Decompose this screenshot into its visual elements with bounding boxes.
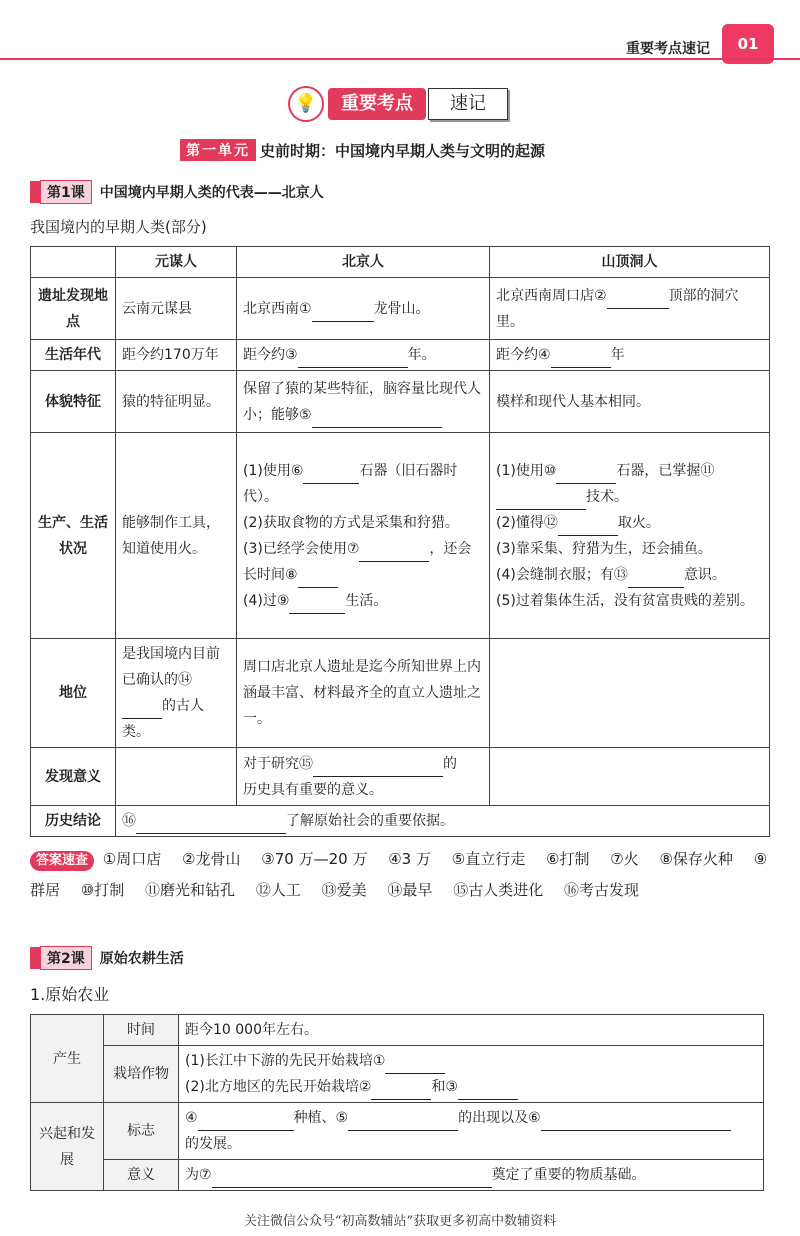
unit-title: 史前时期：中国境内早期人类与文明的起源 [260,141,546,160]
table-cell: 距今约④ 年 [490,340,770,371]
table-cell: 周口店北京人遗址是迄今所知世界上内涵最丰富、材料最齐全的直立人遗址之一。 [237,639,490,748]
answer-item: ⑤直立行走 [451,850,526,868]
unit-tag: 第一单元 [180,139,256,161]
table-cell: 距今约③ 年。 [237,340,490,371]
row-header: 体貌特征 [31,371,116,433]
section-banner [288,86,508,122]
answer-key [30,844,770,906]
group-header: 兴起和发展 [31,1103,104,1191]
table-cell: ⑯ 了解原始社会的重要依据。 [116,806,770,837]
lesson2-title: 原始农耕生活 [99,951,184,967]
answer-item: ⑧保存火种 [659,850,733,868]
row-header: 生活年代 [31,340,116,371]
answer-item: ④3 万 [388,850,431,868]
table-cell: ④ 种植、⑤ 的出现以及⑥ 的发展。 [179,1103,764,1160]
row-header: 地位 [31,639,116,748]
header-rule [0,58,800,60]
table-cell: 猿的特征明显。 [116,371,237,433]
table-cell: (1)长江中下游的先民开始栽培① (2)北方地区的先民开始栽培② 和③ [179,1046,764,1103]
lesson2-label: 第2课 [40,946,92,970]
col-header: 山顶洞人 [490,247,770,278]
answer-item: ②龙骨山 [182,850,241,868]
section-banner-main: 重要考点 [328,88,426,120]
table-cell [490,639,770,748]
answer-item: ⑥打制 [546,850,590,868]
table-cell [116,748,237,806]
lesson-tab-marker [30,947,40,969]
row-header: 生产、生活状况 [31,433,116,639]
table-cell: 模样和现代人基本相同。 [490,371,770,433]
answer-item: ⑪磨光和钻孔 [145,881,236,899]
table-cell: 北京西南① 龙骨山。 [237,278,490,340]
answer-item: ⑩打制 [80,881,125,899]
table-cell: 是我国境内目前已确认的⑭的古人类。 [116,639,237,748]
row-header: 栽培作物 [104,1046,179,1103]
answer-item: ⑯考古发现 [564,881,640,899]
section-banner-sub: 速记 [428,88,508,120]
answer-item: ⑨群居 [30,850,768,899]
table-cell: 北京西南周口店② 顶部的洞穴里。 [490,278,770,340]
answer-item: ⑦火 [610,850,639,868]
table-cell: 保留了猿的某些特征，脑容量比现代人小；能够⑤ [237,371,490,433]
table-cell: 对于研究⑮ 的 历史具有重要的意义。 [237,748,490,806]
footer-note: 关注微信公众号“初高数辅站”获取更多初高中数辅资料 [243,1214,557,1229]
group-header: 产生 [31,1015,104,1103]
row-header: 发现意义 [31,748,116,806]
col-header: 北京人 [237,247,490,278]
answer-item: ⑮古人类进化 [453,881,544,899]
table-cell: 距今10 000年左右。 [179,1015,764,1046]
answer-item: ⑫人工 [255,881,301,899]
lesson1-label: 第1课 [40,180,92,204]
row-header: 标志 [104,1103,179,1160]
table-cell [490,748,770,806]
row-header: 遗址发现地点 [31,278,116,340]
unit-heading [180,139,545,161]
table-cell: 能够制作工具，知道使用火。 [116,433,237,639]
table-cell: 距今约170万年 [116,340,237,371]
col-header: 元谋人 [116,247,237,278]
table-cell: 为⑦ 奠定了重要的物质基础。 [179,1160,764,1191]
answer-item: ⑭最早 [387,881,433,899]
table-cell: 云南元谋县 [116,278,237,340]
page-number-badge: 01 [722,24,774,64]
early-humans-table [30,246,770,837]
answer-item: ①周口店 [102,850,162,868]
lesson-tab-marker [30,181,40,203]
answer-item: ③70 万—20 万 [261,850,368,868]
answer-item: ⑬爱美 [321,881,367,899]
lightbulb-icon: 💡 [288,86,324,122]
table-cell: (1)使用⑥ 石器（旧石器时代）。 (2)获取食物的方式是采集和狩猎。 (3)已经学会使用⑦ ，还会长时间⑧ (4)过⑨ 生活。 [237,433,490,639]
lesson1-heading [30,180,324,204]
header-title: 重要考点速记 [626,41,710,57]
row-header: 历史结论 [31,806,116,837]
lesson1-title: 中国境内早期人类的代表——北京人 [99,185,324,201]
answer-key-badge: 答案速查 [30,851,94,871]
lesson1-subhead: 我国境内的早期人类(部分) [30,218,207,236]
primitive-agriculture-table [30,1014,764,1191]
lesson2-subhead: 1.原始农业 [30,985,110,1004]
row-header: 时间 [104,1015,179,1046]
row-header: 意义 [104,1160,179,1191]
table-cell: (1)使用⑩ 石器，已掌握⑪技术。 (2)懂得⑫ 取火。 (3)靠采集、狩猎为生，还会捕鱼。 (4)会缝制衣服；有⑬ 意识。 (5)过着集体生活，没有贫富贵贱的差别。 [490,433,770,639]
lesson2-heading [30,946,184,970]
